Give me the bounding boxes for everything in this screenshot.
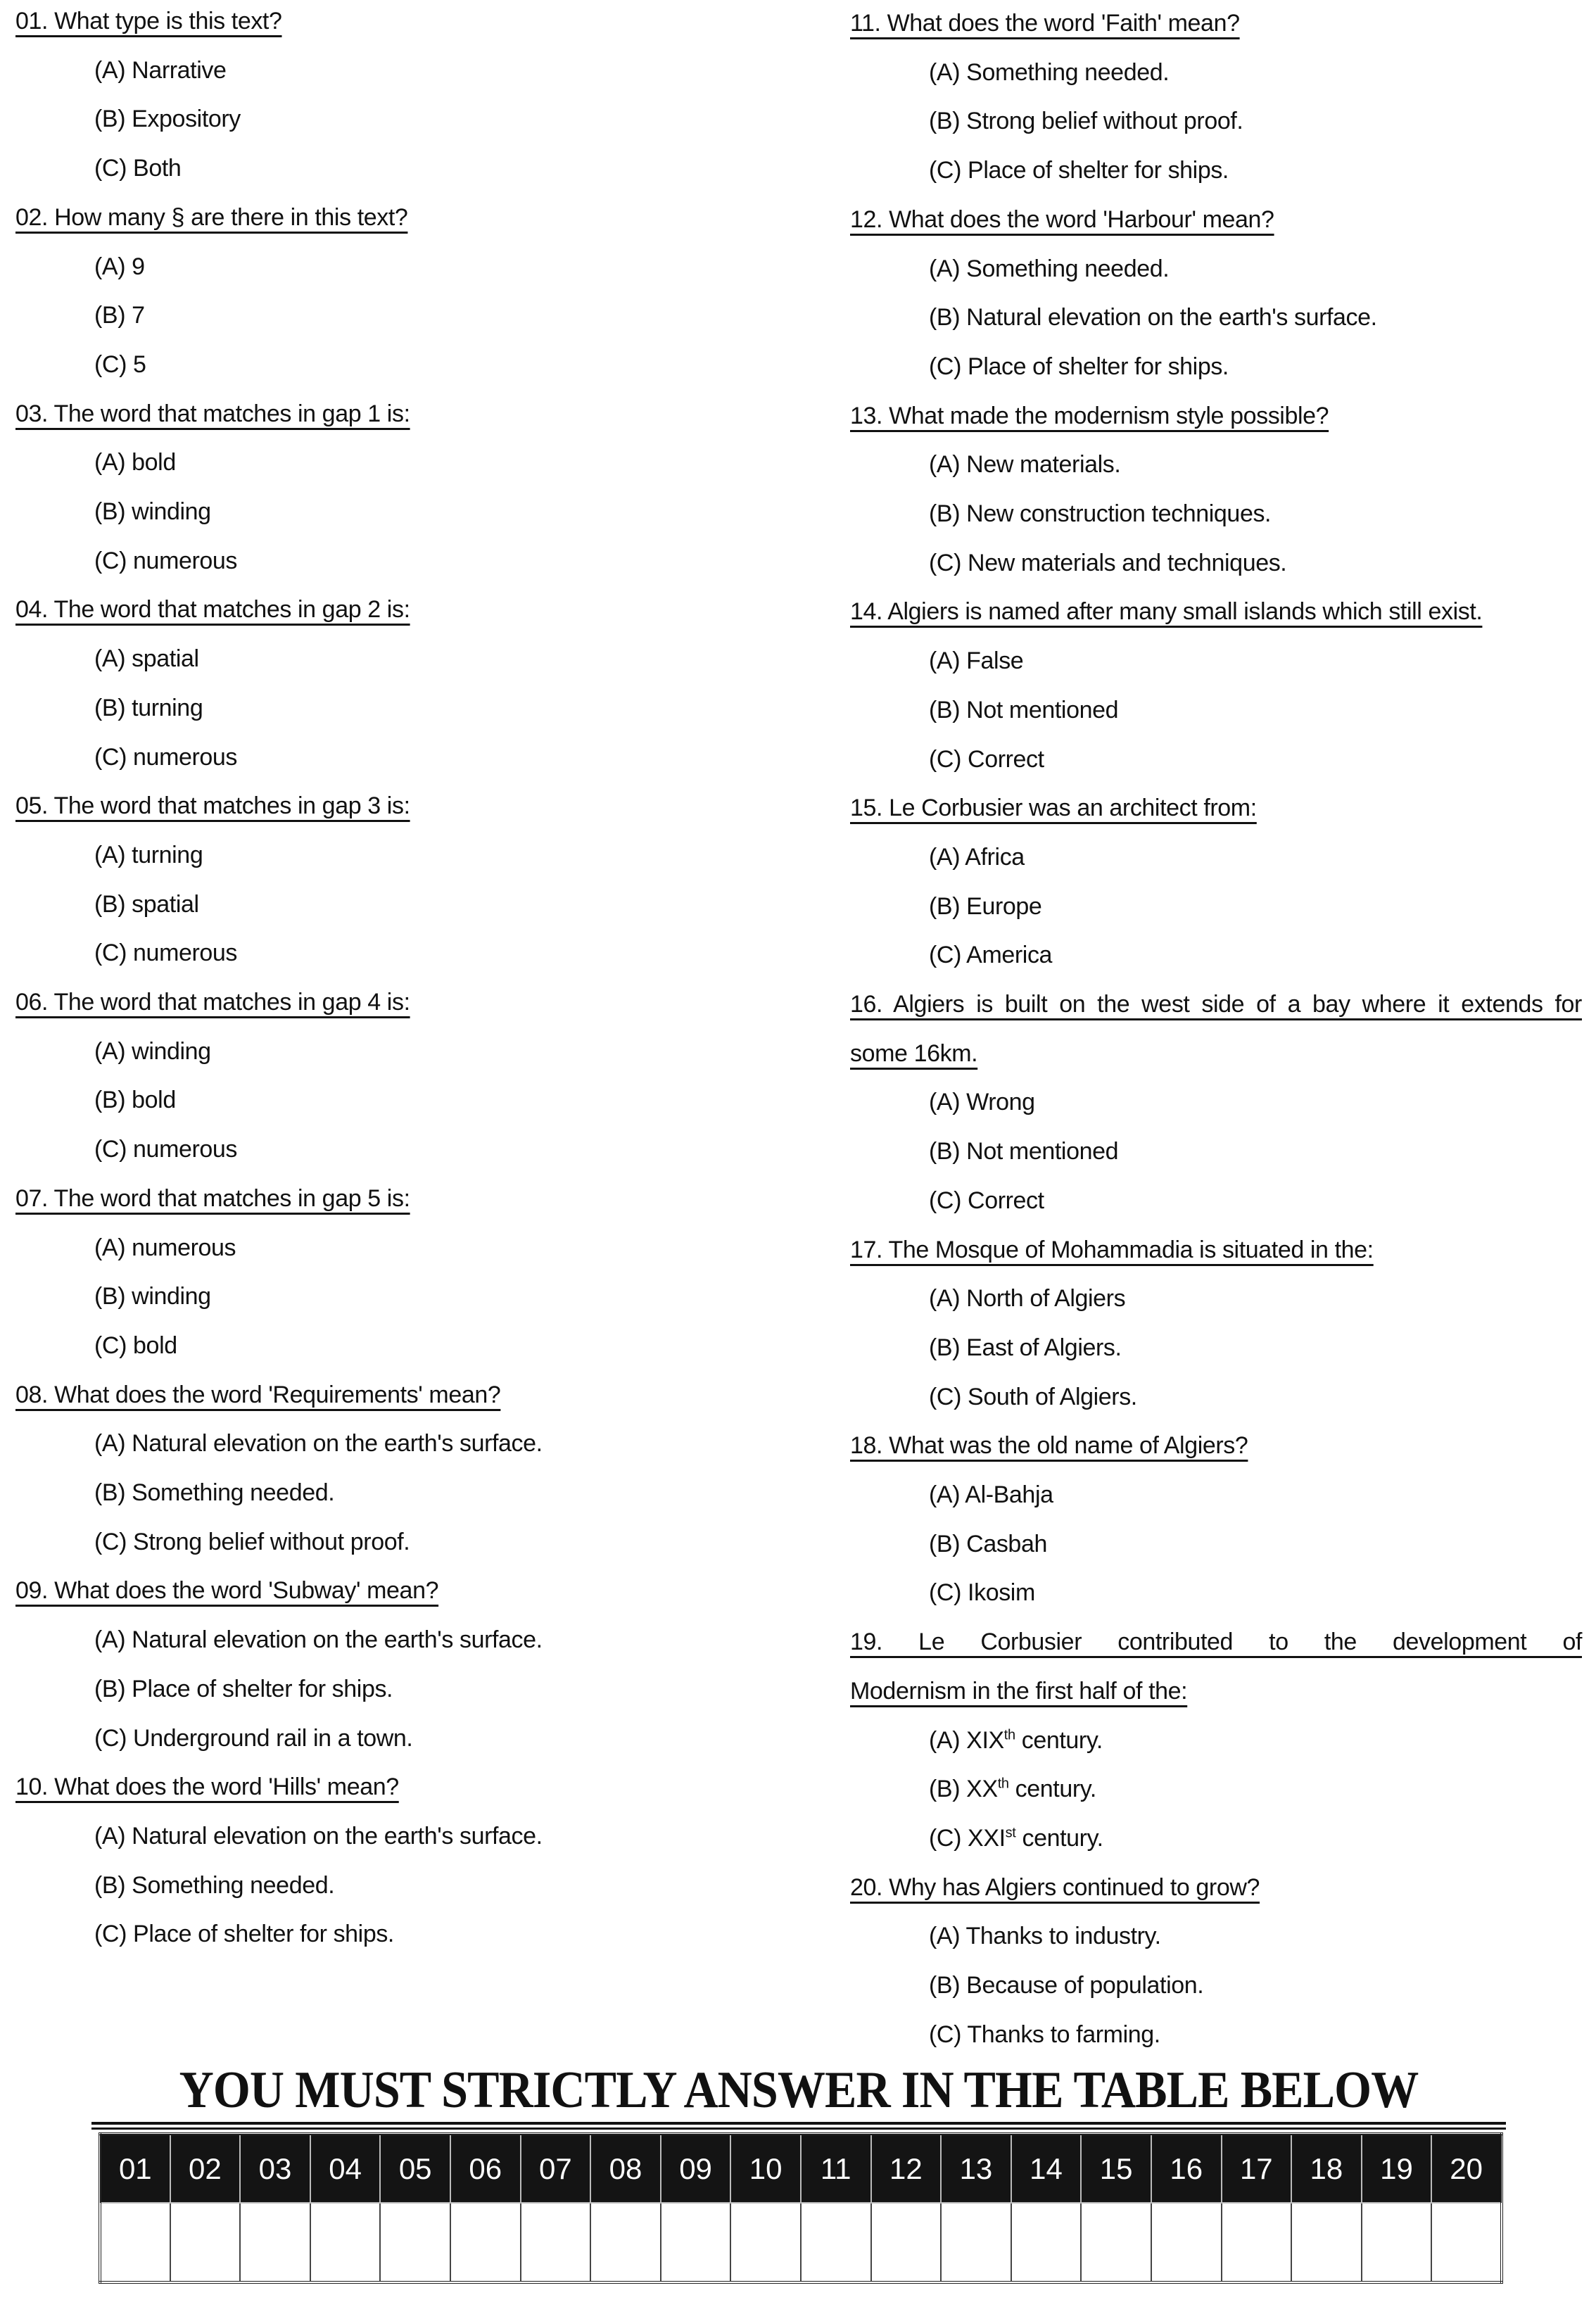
answer-cell-18[interactable] [1291, 2203, 1362, 2282]
question-15-heading: 15. Le Corbusier was an architect from: [850, 795, 1257, 822]
option-superscript: th [997, 1776, 1009, 1792]
question-05-option-c[interactable]: (C) numerous [94, 940, 238, 967]
question-20-option-a[interactable]: (A) Thanks to industry. [929, 1923, 1161, 1950]
title-underline [91, 2122, 1506, 2125]
answer-table-header-row [100, 2134, 1502, 2203]
question-10-option-b[interactable]: (B) Something needed. [94, 1871, 335, 1899]
answer-cell-20[interactable] [1431, 2203, 1502, 2282]
question-13-option-b[interactable]: (B) New construction techniques. [929, 500, 1272, 527]
question-05-option-b[interactable]: (B) spatial [94, 890, 199, 918]
answer-column-header-04: 04 [310, 2134, 381, 2203]
question-02-option-a[interactable]: (A) 9 [94, 253, 145, 280]
question-09-option-c[interactable]: (C) Underground rail in a town. [94, 1724, 413, 1752]
answer-cell-07[interactable] [521, 2203, 591, 2282]
answer-column-header-17: 17 [1222, 2134, 1292, 2203]
question-05-option-a[interactable]: (A) turning [94, 841, 203, 868]
option-text-suffix: century. [1015, 1824, 1103, 1852]
answer-cell-10[interactable] [730, 2203, 801, 2282]
question-20-option-c[interactable]: (C) Thanks to farming. [929, 2021, 1160, 2048]
question-14-option-c[interactable]: (C) Correct [929, 745, 1044, 773]
answer-column-header-06: 06 [450, 2134, 521, 2203]
question-02-option-b[interactable]: (B) 7 [94, 302, 145, 329]
answer-column-header-01: 01 [100, 2134, 170, 2203]
question-16-option-b[interactable]: (B) Not mentioned [929, 1138, 1119, 1165]
question-06-heading: 06. The word that matches in gap 4 is: [15, 989, 410, 1016]
question-07-option-c[interactable]: (C) bold [94, 1332, 177, 1359]
question-16-heading-line1: 16. Algiers is built on the west side of a bay where it extends for [850, 991, 1582, 1018]
question-19-heading-line2: Modernism in the first half of the: [850, 1677, 1188, 1705]
question-08-option-a[interactable]: (A) Natural elevation on the earth's surface. [94, 1430, 543, 1458]
answer-cell-06[interactable] [450, 2203, 521, 2282]
question-11-heading: 11. What does the word 'Faith' mean? [850, 10, 1240, 37]
question-18-option-b[interactable]: (B) Casbah [929, 1530, 1047, 1557]
question-10-option-a[interactable]: (A) Natural elevation on the earth's surface. [94, 1822, 543, 1850]
question-08-heading: 08. What does the word 'Requirements' mean? [15, 1381, 501, 1408]
question-10-heading: 10. What does the word 'Hills' mean? [15, 1774, 399, 1801]
question-07-option-b[interactable]: (B) winding [94, 1283, 211, 1310]
question-19-option-a[interactable] [850, 1716, 1103, 1765]
answer-cell-08[interactable] [590, 2203, 661, 2282]
question-02-heading: 02. How many § are there in this text? [15, 203, 408, 231]
answer-table [99, 2132, 1503, 2284]
question-15-option-a[interactable]: (A) Africa [929, 843, 1025, 871]
answer-table-answer-row [100, 2203, 1502, 2282]
answer-column-header-03: 03 [240, 2134, 310, 2203]
question-17-option-a[interactable]: (A) North of Algiers [929, 1285, 1126, 1313]
question-11-option-c[interactable]: (C) Place of shelter for ships. [929, 157, 1229, 184]
question-09-heading: 09. What does the word 'Subway' mean? [15, 1577, 439, 1605]
answer-column-header-07: 07 [521, 2134, 591, 2203]
question-08-option-b[interactable]: (B) Something needed. [94, 1479, 335, 1506]
question-16-option-c[interactable]: (C) Correct [929, 1187, 1044, 1214]
question-09-option-b[interactable]: (B) Place of shelter for ships. [94, 1675, 393, 1702]
answer-column-header-18: 18 [1291, 2134, 1362, 2203]
question-17-option-b[interactable]: (B) East of Algiers. [929, 1334, 1122, 1361]
question-15-option-c[interactable]: (C) America [929, 942, 1053, 969]
question-07-heading: 07. The word that matches in gap 5 is: [15, 1184, 410, 1212]
answer-column-header-02: 02 [170, 2134, 241, 2203]
question-08-option-c[interactable]: (C) Strong belief without proof. [94, 1528, 410, 1555]
question-01-option-b[interactable]: (B) Expository [94, 106, 241, 133]
question-07-option-a[interactable]: (A) numerous [94, 1234, 236, 1261]
title-underline-secondary [91, 2128, 1506, 2130]
question-19-heading-line1: 19. Le Corbusier contributed to the development of [850, 1629, 1582, 1656]
question-06-option-a[interactable]: (A) winding [94, 1037, 211, 1065]
question-11-option-b[interactable]: (B) Strong belief without proof. [929, 108, 1243, 135]
answer-column-header-09: 09 [661, 2134, 731, 2203]
question-14-option-a[interactable]: (A) False [929, 647, 1024, 675]
question-04-option-c[interactable]: (C) numerous [94, 743, 238, 771]
question-03-option-b[interactable]: (B) winding [94, 498, 211, 525]
answer-column-header-10: 10 [730, 2134, 801, 2203]
question-18-heading: 18. What was the old name of Algiers? [850, 1432, 1248, 1460]
question-14-option-b[interactable]: (B) Not mentioned [929, 696, 1119, 723]
question-03-option-a[interactable]: (A) bold [94, 449, 176, 476]
question-11-option-a[interactable]: (A) Something needed. [929, 58, 1170, 86]
question-12-option-a[interactable]: (A) Something needed. [929, 255, 1170, 282]
answer-cell-15[interactable] [1081, 2203, 1151, 2282]
answer-cell-05[interactable] [380, 2203, 450, 2282]
question-12-option-c[interactable]: (C) Place of shelter for ships. [929, 353, 1229, 380]
answer-instruction-title: YOU MUST STRICTLY ANSWER IN THE TABLE BELOW [179, 2061, 1419, 2119]
answer-column-header-16: 16 [1151, 2134, 1222, 2203]
option-text: (A) XIX [929, 1726, 1004, 1754]
question-14-heading: 14. Algiers is named after many small islands which still exist. [850, 598, 1483, 626]
answer-cell-09[interactable] [661, 2203, 731, 2282]
question-20-option-b[interactable]: (B) Because of population. [929, 1972, 1204, 1999]
question-19-option-b[interactable] [850, 1764, 1096, 1814]
question-15-option-b[interactable]: (B) Europe [929, 892, 1042, 920]
answer-cell-16[interactable] [1151, 2203, 1222, 2282]
question-06-option-b[interactable]: (B) bold [94, 1087, 176, 1114]
question-04-option-b[interactable]: (B) turning [94, 694, 203, 721]
question-06-option-c[interactable]: (C) numerous [94, 1136, 238, 1163]
question-01-option-c[interactable]: (C) Both [94, 155, 182, 182]
question-16-heading-line2: some 16km. [850, 1039, 978, 1067]
question-13-option-a[interactable]: (A) New materials. [929, 451, 1121, 479]
question-16-option-a[interactable]: (A) Wrong [929, 1089, 1035, 1116]
answer-column-header-08: 08 [590, 2134, 661, 2203]
option-text-suffix: century. [1015, 1726, 1103, 1754]
question-04-heading: 04. The word that matches in gap 2 is: [15, 596, 410, 624]
question-18-option-c[interactable]: (C) Ikosim [929, 1579, 1035, 1607]
option-text-suffix: century. [1008, 1776, 1096, 1803]
question-01-heading: 01. What type is this text? [15, 8, 282, 34]
option-superscript: st [1005, 1825, 1016, 1841]
answer-cell-03[interactable] [240, 2203, 310, 2282]
question-01-option-a[interactable]: (A) Narrative [94, 56, 227, 84]
question-13-heading: 13. What made the modernism style possible? [850, 402, 1329, 429]
question-09-option-a[interactable]: (A) Natural elevation on the earth's surface. [94, 1626, 543, 1654]
question-13-option-c[interactable]: (C) New materials and techniques. [929, 549, 1287, 576]
answer-column-header-11: 11 [801, 2134, 871, 2203]
question-20-heading: 20. Why has Algiers continued to grow? [850, 1873, 1260, 1901]
answer-column-header-19: 19 [1362, 2134, 1432, 2203]
question-19-option-c[interactable] [850, 1814, 1103, 1863]
question-12-heading: 12. What does the word 'Harbour' mean? [850, 206, 1274, 233]
answer-column-header-15: 15 [1081, 2134, 1151, 2203]
answer-cell-17[interactable] [1222, 2203, 1292, 2282]
answer-cell-11[interactable] [801, 2203, 871, 2282]
question-10-option-c[interactable]: (C) Place of shelter for ships. [94, 1921, 394, 1948]
question-04-option-a[interactable]: (A) spatial [94, 645, 199, 673]
question-18-option-a[interactable]: (A) Al-Bahja [929, 1481, 1053, 1508]
answer-column-header-12: 12 [871, 2134, 942, 2203]
question-03-option-c[interactable]: (C) numerous [94, 547, 238, 574]
option-superscript: th [1003, 1727, 1015, 1743]
answer-column-header-20: 20 [1431, 2134, 1502, 2203]
question-02-option-c[interactable]: (C) 5 [94, 350, 146, 378]
answer-cell-02[interactable] [170, 2203, 241, 2282]
question-05-heading: 05. The word that matches in gap 3 is: [15, 792, 410, 820]
answer-cell-19[interactable] [1362, 2203, 1432, 2282]
answer-cell-14[interactable] [1011, 2203, 1082, 2282]
question-17-heading: 17. The Mosque of Mohammadia is situated in the: [850, 1236, 1374, 1263]
answer-cell-04[interactable] [310, 2203, 381, 2282]
question-03-heading: 03. The word that matches in gap 1 is: [15, 400, 410, 427]
answer-column-header-13: 13 [941, 2134, 1011, 2203]
option-text: (C) XXI [929, 1824, 1006, 1852]
answer-column-header-14: 14 [1011, 2134, 1082, 2203]
option-text: (B) XX [929, 1776, 998, 1803]
answer-cell-13[interactable] [941, 2203, 1011, 2282]
answer-cell-12[interactable] [871, 2203, 942, 2282]
question-17-option-c[interactable]: (C) South of Algiers. [929, 1383, 1137, 1410]
answer-column-header-05: 05 [380, 2134, 450, 2203]
answer-cell-01[interactable] [100, 2203, 170, 2282]
question-12-option-b[interactable]: (B) Natural elevation on the earth's surface. [929, 304, 1377, 331]
